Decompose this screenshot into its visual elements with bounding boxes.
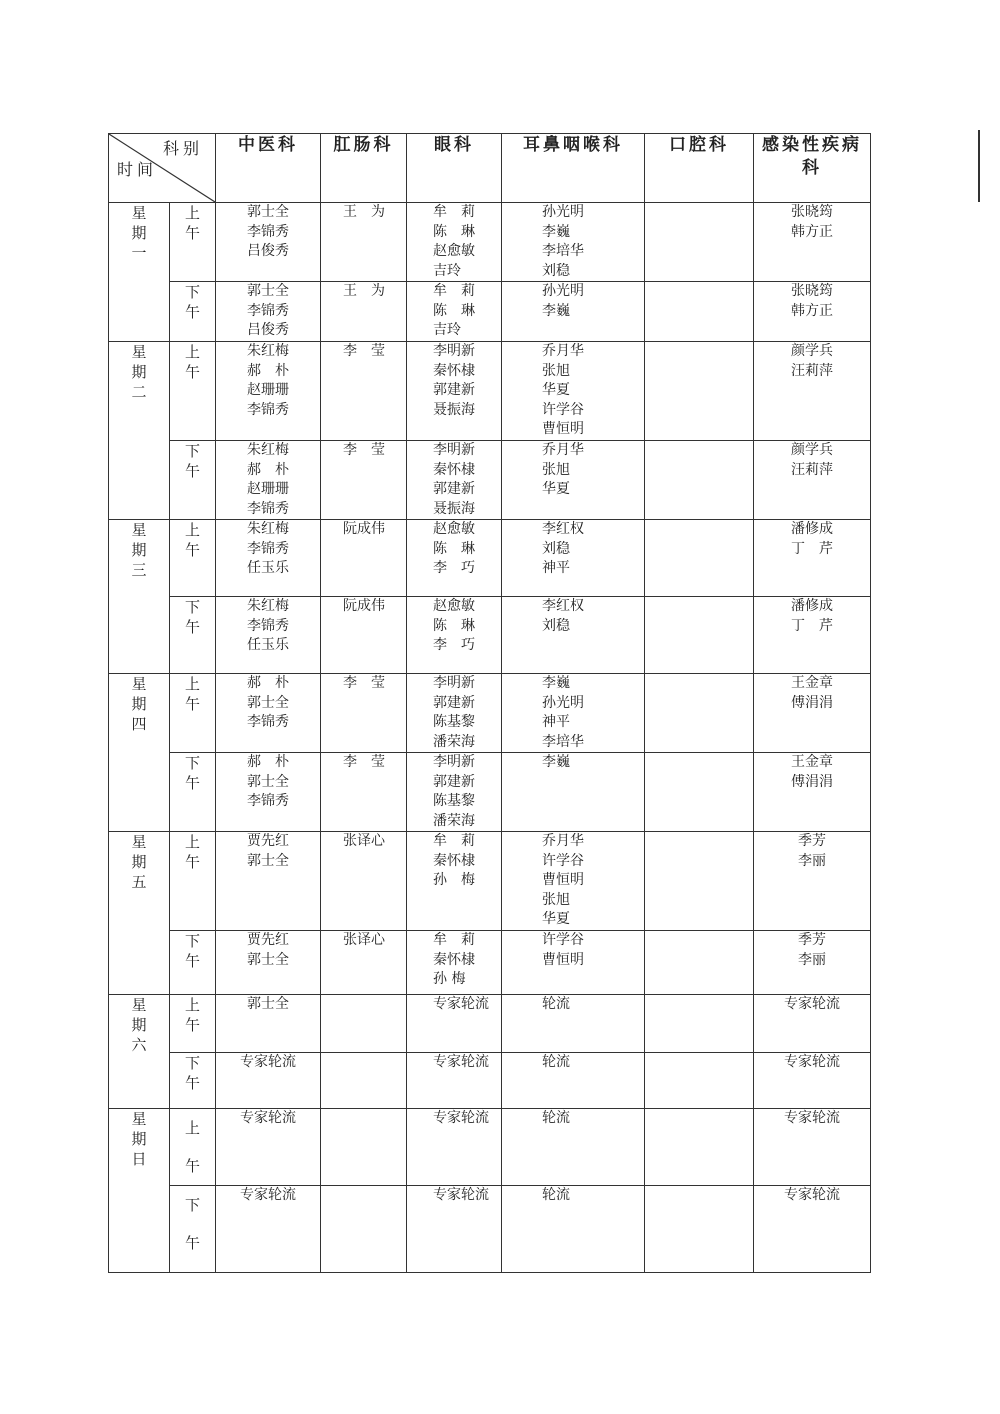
doctor-name: 秦怀棣 bbox=[433, 362, 475, 379]
doctor-name: 赵珊珊 bbox=[247, 481, 289, 497]
doctor-name: 专家轮流 bbox=[240, 1054, 296, 1070]
doctor-name: 华夏 bbox=[542, 481, 570, 497]
cell-infectious-disease bbox=[754, 753, 871, 832]
doctor-name: 赵珊珊 bbox=[247, 382, 289, 398]
doctor-name: 傅涓涓 bbox=[791, 773, 833, 790]
doctor-name: 赵愈敏 bbox=[433, 521, 475, 537]
doctor-name: 季芳 bbox=[798, 932, 826, 948]
doctor-name: 张旭 bbox=[542, 362, 570, 379]
doctor-name: 郝 朴 bbox=[247, 461, 289, 478]
doctor-name: 郭士全 bbox=[247, 694, 289, 711]
schedule-row bbox=[109, 753, 871, 832]
cell-tcm bbox=[216, 995, 321, 1053]
cell-tcm bbox=[216, 832, 321, 931]
doctor-name: 轮流 bbox=[542, 1110, 570, 1126]
cell-infectious-disease bbox=[754, 674, 871, 753]
period-label-cell bbox=[170, 753, 216, 832]
doctor-name: 朱红梅 bbox=[247, 521, 289, 537]
day-label-cell bbox=[109, 674, 170, 832]
doctor-name: 李丽 bbox=[798, 951, 826, 968]
period-label-cell bbox=[170, 1053, 216, 1109]
period-label: 下午 bbox=[185, 598, 201, 636]
doctor-name: 张译心 bbox=[343, 833, 385, 849]
cell-infectious-disease bbox=[754, 1053, 871, 1109]
doctor-name: 张晓筠 bbox=[791, 283, 833, 299]
doctor-name: 郭士全 bbox=[247, 852, 289, 869]
day-label-cell bbox=[109, 520, 170, 674]
cell-anorectal bbox=[321, 342, 407, 441]
cell-infectious-disease bbox=[754, 1186, 871, 1273]
cell-tcm bbox=[216, 520, 321, 597]
cell-stomatology bbox=[645, 441, 754, 520]
doctor-name: 郭士全 bbox=[247, 996, 289, 1012]
period-label: 下午 bbox=[185, 1196, 201, 1252]
cell-ophthalmology bbox=[407, 441, 502, 520]
cell-tcm bbox=[216, 674, 321, 753]
doctor-name: 陈基黎 bbox=[433, 714, 475, 730]
doctor-name: 牟 莉 bbox=[433, 932, 475, 948]
doctor-name: 神平 bbox=[542, 560, 570, 576]
doctor-name: 李巍 bbox=[542, 754, 570, 770]
cell-ophthalmology bbox=[407, 597, 502, 674]
doctor-name: 秦怀棣 bbox=[433, 951, 475, 968]
schedule-row bbox=[109, 995, 871, 1053]
period-label-cell bbox=[170, 931, 216, 995]
doctor-name: 李锦秀 bbox=[247, 793, 289, 809]
header-tcm: 中医科 bbox=[216, 134, 321, 203]
day-label-cell bbox=[109, 995, 170, 1109]
doctor-name: 李 巧 bbox=[433, 560, 475, 576]
cell-ophthalmology bbox=[407, 520, 502, 597]
doctor-name: 李明新 bbox=[433, 343, 475, 359]
doctor-name: 郭士全 bbox=[247, 204, 289, 220]
period-label: 上午 bbox=[185, 1119, 201, 1175]
doctor-name: 李 莹 bbox=[343, 675, 385, 691]
cell-anorectal bbox=[321, 832, 407, 931]
doctor-name: 吉玲 bbox=[433, 322, 461, 338]
cell-anorectal bbox=[321, 203, 407, 282]
cell-stomatology bbox=[645, 832, 754, 931]
doctor-name: 王金章 bbox=[791, 675, 833, 691]
header-anorectal: 肛肠科 bbox=[321, 134, 407, 203]
period-label-cell bbox=[170, 203, 216, 282]
day-label: 星期六 bbox=[131, 996, 147, 1054]
corner-label-time: 时间 bbox=[117, 160, 158, 179]
period-label-cell bbox=[170, 282, 216, 342]
doctor-name: 曹恒明 bbox=[542, 421, 584, 437]
cell-stomatology bbox=[645, 342, 754, 441]
doctor-name: 专家轮流 bbox=[784, 1187, 840, 1203]
cell-stomatology bbox=[645, 674, 754, 753]
period-label: 上午 bbox=[185, 833, 201, 871]
doctor-name: 陈 琳 bbox=[433, 302, 475, 319]
period-label: 上午 bbox=[185, 996, 201, 1034]
doctor-name: 郭士全 bbox=[247, 951, 289, 968]
cell-ent bbox=[502, 441, 645, 520]
cell-anorectal bbox=[321, 597, 407, 674]
doctor-name: 季芳 bbox=[798, 833, 826, 849]
doctor-name: 聂振海 bbox=[433, 401, 475, 418]
doctor-name: 孙光明 bbox=[542, 204, 584, 220]
doctor-name: 陈 琳 bbox=[433, 223, 475, 240]
day-label: 星期五 bbox=[131, 833, 147, 891]
period-label-cell bbox=[170, 674, 216, 753]
schedule-row bbox=[109, 832, 871, 931]
doctor-name: 李锦秀 bbox=[247, 223, 289, 240]
day-label: 星期二 bbox=[131, 343, 147, 401]
cell-ophthalmology bbox=[407, 342, 502, 441]
doctor-name: 李 莹 bbox=[343, 754, 385, 770]
doctor-name: 孙光明 bbox=[542, 694, 584, 711]
header-ent: 耳鼻咽喉科 bbox=[502, 134, 645, 203]
doctor-name: 李丽 bbox=[798, 852, 826, 869]
doctor-name: 专家轮流 bbox=[784, 996, 840, 1012]
doctor-name: 华夏 bbox=[542, 911, 570, 927]
doctor-name: 牟 莉 bbox=[433, 283, 475, 299]
doctor-name: 郝 朴 bbox=[247, 675, 289, 691]
cell-ophthalmology bbox=[407, 674, 502, 753]
doctor-name: 专家轮流 bbox=[433, 1110, 489, 1126]
cell-anorectal bbox=[321, 520, 407, 597]
cell-tcm bbox=[216, 441, 321, 520]
doctor-name: 张晓筠 bbox=[791, 204, 833, 220]
schedule-row bbox=[109, 1109, 871, 1186]
cell-infectious-disease bbox=[754, 342, 871, 441]
cell-anorectal bbox=[321, 674, 407, 753]
doctor-name: 秦怀棣 bbox=[433, 461, 475, 478]
cell-infectious-disease bbox=[754, 995, 871, 1053]
doctor-name: 李明新 bbox=[433, 675, 475, 691]
doctor-name: 专家轮流 bbox=[433, 996, 489, 1012]
cell-tcm bbox=[216, 753, 321, 832]
period-label: 下午 bbox=[185, 932, 201, 970]
cell-stomatology bbox=[645, 995, 754, 1053]
cell-ent bbox=[502, 342, 645, 441]
day-label: 星期四 bbox=[131, 675, 147, 733]
doctor-name: 汪莉萍 bbox=[791, 461, 833, 478]
doctor-name: 王 为 bbox=[343, 204, 385, 220]
doctor-name: 郝 朴 bbox=[247, 362, 289, 379]
doctor-name: 任玉乐 bbox=[247, 637, 289, 653]
doctor-name: 李 巧 bbox=[433, 637, 475, 653]
doctor-name: 吕俊秀 bbox=[247, 322, 289, 338]
doctor-name: 李培华 bbox=[542, 243, 584, 259]
cell-anorectal bbox=[321, 282, 407, 342]
cell-ophthalmology bbox=[407, 832, 502, 931]
doctor-name: 李锦秀 bbox=[247, 617, 289, 634]
cell-ophthalmology bbox=[407, 931, 502, 995]
doctor-name: 潘荣海 bbox=[433, 733, 475, 750]
schedule-row bbox=[109, 282, 871, 342]
day-label: 星期日 bbox=[131, 1110, 147, 1168]
doctor-name: 张译心 bbox=[343, 932, 385, 948]
cell-stomatology bbox=[645, 1053, 754, 1109]
doctor-name: 李 莹 bbox=[343, 442, 385, 458]
schedule-row bbox=[109, 597, 871, 674]
cell-ophthalmology bbox=[407, 1109, 502, 1186]
doctor-name: 陈基黎 bbox=[433, 793, 475, 809]
doctor-name: 张旭 bbox=[542, 461, 570, 478]
doctor-name: 李锦秀 bbox=[247, 500, 289, 517]
period-label-cell bbox=[170, 520, 216, 597]
cell-anorectal bbox=[321, 753, 407, 832]
cell-tcm bbox=[216, 1053, 321, 1109]
cell-stomatology bbox=[645, 753, 754, 832]
period-label: 上午 bbox=[185, 675, 201, 713]
doctor-name: 刘稳 bbox=[542, 262, 570, 279]
schedule-row bbox=[109, 520, 871, 597]
cell-infectious-disease bbox=[754, 1109, 871, 1186]
doctor-name: 专家轮流 bbox=[784, 1054, 840, 1070]
cell-anorectal bbox=[321, 995, 407, 1053]
cell-stomatology bbox=[645, 520, 754, 597]
cell-tcm bbox=[216, 342, 321, 441]
period-label: 上午 bbox=[185, 521, 201, 559]
cell-anorectal bbox=[321, 931, 407, 995]
page-edge-mark bbox=[978, 130, 980, 202]
cell-ent bbox=[502, 282, 645, 342]
header-stomatology: 口腔科 bbox=[645, 134, 754, 203]
period-label-cell bbox=[170, 342, 216, 441]
doctor-name: 陈 琳 bbox=[433, 617, 475, 634]
cell-stomatology bbox=[645, 931, 754, 995]
doctor-name: 任玉乐 bbox=[247, 560, 289, 576]
doctor-name: 郭士全 bbox=[247, 773, 289, 790]
doctor-name: 阮成伟 bbox=[343, 521, 385, 537]
doctor-name: 潘修成 bbox=[791, 598, 833, 614]
schedule-row bbox=[109, 203, 871, 282]
doctor-name: 朱红梅 bbox=[247, 598, 289, 614]
doctor-name: 阮成伟 bbox=[343, 598, 385, 614]
doctor-name: 李巍 bbox=[542, 675, 570, 691]
cell-tcm bbox=[216, 1109, 321, 1186]
doctor-name: 汪莉萍 bbox=[791, 362, 833, 379]
doctor-name: 李锦秀 bbox=[247, 401, 289, 418]
cell-ent bbox=[502, 931, 645, 995]
cell-infectious-disease bbox=[754, 597, 871, 674]
period-label-cell bbox=[170, 597, 216, 674]
period-label: 下午 bbox=[185, 442, 201, 480]
doctor-name: 张旭 bbox=[542, 891, 570, 908]
doctor-name: 专家轮流 bbox=[433, 1054, 489, 1070]
cell-infectious-disease bbox=[754, 931, 871, 995]
cell-ophthalmology bbox=[407, 753, 502, 832]
cell-tcm bbox=[216, 931, 321, 995]
doctor-name: 轮流 bbox=[542, 1054, 570, 1070]
schedule-row bbox=[109, 931, 871, 995]
doctor-name: 吕俊秀 bbox=[247, 243, 289, 259]
cell-ophthalmology bbox=[407, 995, 502, 1053]
period-label-cell bbox=[170, 995, 216, 1053]
cell-ent bbox=[502, 1186, 645, 1273]
cell-ent bbox=[502, 753, 645, 832]
doctor-name: 王 为 bbox=[343, 283, 385, 299]
period-label: 下午 bbox=[185, 283, 201, 321]
doctor-name: 韩方正 bbox=[791, 302, 833, 319]
doctor-name: 刘稳 bbox=[542, 617, 570, 634]
period-label: 上午 bbox=[185, 204, 201, 242]
cell-ent bbox=[502, 674, 645, 753]
period-label: 下午 bbox=[185, 754, 201, 792]
schedule-row bbox=[109, 1186, 871, 1273]
cell-ent bbox=[502, 597, 645, 674]
cell-ophthalmology bbox=[407, 1186, 502, 1273]
doctor-name: 孙光明 bbox=[542, 283, 584, 299]
cell-ent bbox=[502, 203, 645, 282]
schedule-row bbox=[109, 1053, 871, 1109]
cell-ent bbox=[502, 1109, 645, 1186]
doctor-name: 李巍 bbox=[542, 302, 570, 319]
cell-anorectal bbox=[321, 1109, 407, 1186]
doctor-name: 赵愈敏 bbox=[433, 598, 475, 614]
day-label-cell bbox=[109, 203, 170, 342]
cell-infectious-disease bbox=[754, 520, 871, 597]
doctor-name: 颜学兵 bbox=[791, 343, 833, 359]
doctor-name: 潘修成 bbox=[791, 521, 833, 537]
cell-stomatology bbox=[645, 1186, 754, 1273]
cell-tcm bbox=[216, 282, 321, 342]
clinic-schedule-table bbox=[108, 133, 871, 1273]
doctor-name: 孙 梅 bbox=[433, 872, 475, 888]
cell-ent bbox=[502, 520, 645, 597]
cell-infectious-disease bbox=[754, 203, 871, 282]
schedule-body bbox=[109, 203, 871, 1273]
doctor-name: 李 莹 bbox=[343, 343, 385, 359]
doctor-name: 专家轮流 bbox=[433, 1187, 489, 1203]
doctor-name: 曹恒明 bbox=[542, 951, 584, 968]
doctor-name: 郝 朴 bbox=[247, 754, 289, 770]
cell-ent bbox=[502, 1053, 645, 1109]
doctor-name: 王金章 bbox=[791, 754, 833, 770]
cell-ophthalmology bbox=[407, 203, 502, 282]
doctor-name: 郭建新 bbox=[433, 773, 475, 790]
schedule-row bbox=[109, 441, 871, 520]
day-label: 星期三 bbox=[131, 521, 147, 579]
period-label: 上午 bbox=[185, 343, 201, 381]
doctor-name: 乔月华 bbox=[542, 343, 584, 359]
cell-anorectal bbox=[321, 441, 407, 520]
doctor-name: 许学谷 bbox=[542, 932, 584, 948]
doctor-name: 韩方正 bbox=[791, 223, 833, 240]
doctor-name: 李红权 bbox=[542, 521, 584, 537]
cell-tcm bbox=[216, 203, 321, 282]
doctor-name: 贾先红 bbox=[247, 833, 289, 849]
doctor-name: 李明新 bbox=[433, 754, 475, 770]
day-label-cell bbox=[109, 342, 170, 520]
cell-anorectal bbox=[321, 1053, 407, 1109]
doctor-name: 赵愈敏 bbox=[433, 243, 475, 259]
cell-infectious-disease bbox=[754, 282, 871, 342]
doctor-name: 潘荣海 bbox=[433, 812, 475, 829]
doctor-name: 乔月华 bbox=[542, 833, 584, 849]
doctor-name: 李锦秀 bbox=[247, 714, 289, 730]
doctor-name: 许学谷 bbox=[542, 852, 584, 869]
corner-label-department: 科别 bbox=[162, 139, 203, 158]
period-label-cell bbox=[170, 1109, 216, 1186]
doctor-name: 刘稳 bbox=[542, 540, 570, 557]
doctor-name: 朱红梅 bbox=[247, 442, 289, 458]
doctor-name: 李巍 bbox=[542, 223, 570, 240]
cell-ophthalmology bbox=[407, 1053, 502, 1109]
doctor-name: 李红权 bbox=[542, 598, 584, 614]
doctor-name: 丁 芹 bbox=[791, 540, 833, 557]
doctor-name: 轮流 bbox=[542, 1187, 570, 1203]
doctor-name: 贾先红 bbox=[247, 932, 289, 948]
cell-stomatology bbox=[645, 203, 754, 282]
doctor-name: 牟 莉 bbox=[433, 204, 475, 220]
doctor-name: 李明新 bbox=[433, 442, 475, 458]
doctor-name: 轮流 bbox=[542, 996, 570, 1012]
doctor-name: 专家轮流 bbox=[784, 1110, 840, 1126]
cell-ophthalmology bbox=[407, 282, 502, 342]
cell-anorectal bbox=[321, 1186, 407, 1273]
schedule-row bbox=[109, 342, 871, 441]
doctor-name: 傅涓涓 bbox=[791, 694, 833, 711]
header-infectious-disease: 感染性疾病科 bbox=[754, 134, 871, 203]
schedule-row bbox=[109, 674, 871, 753]
doctor-name: 专家轮流 bbox=[240, 1187, 296, 1203]
doctor-name: 神平 bbox=[542, 714, 570, 730]
doctor-name: 许学谷 bbox=[542, 401, 584, 418]
header-row bbox=[109, 134, 871, 203]
doctor-name: 曹恒明 bbox=[542, 872, 584, 888]
cell-tcm bbox=[216, 1186, 321, 1273]
doctor-name: 李锦秀 bbox=[247, 302, 289, 319]
doctor-name: 李锦秀 bbox=[247, 540, 289, 557]
period-label: 下午 bbox=[185, 1054, 201, 1092]
doctor-name: 朱红梅 bbox=[247, 343, 289, 359]
day-label-cell bbox=[109, 1109, 170, 1273]
cell-ent bbox=[502, 832, 645, 931]
cell-infectious-disease bbox=[754, 832, 871, 931]
doctor-name: 颜学兵 bbox=[791, 442, 833, 458]
doctor-name: 丁 芹 bbox=[791, 617, 833, 634]
doctor-name: 郭建新 bbox=[433, 694, 475, 711]
doctor-name: 聂振海 bbox=[433, 500, 475, 517]
doctor-name: 李培华 bbox=[542, 733, 584, 750]
day-label: 星期一 bbox=[131, 204, 147, 262]
cell-stomatology bbox=[645, 282, 754, 342]
cell-stomatology bbox=[645, 1109, 754, 1186]
period-label-cell bbox=[170, 1186, 216, 1273]
doctor-name: 孙 梅 bbox=[433, 971, 466, 987]
cell-stomatology bbox=[645, 597, 754, 674]
period-label-cell bbox=[170, 441, 216, 520]
doctor-name: 吉玲 bbox=[433, 262, 461, 279]
doctor-name: 郭建新 bbox=[433, 481, 475, 497]
day-label-cell bbox=[109, 832, 170, 995]
doctor-name: 陈 琳 bbox=[433, 540, 475, 557]
doctor-name: 华夏 bbox=[542, 382, 570, 398]
doctor-name: 郭士全 bbox=[247, 283, 289, 299]
doctor-name: 秦怀棣 bbox=[433, 852, 475, 869]
cell-tcm bbox=[216, 597, 321, 674]
header-ophthalmology: 眼科 bbox=[407, 134, 502, 203]
doctor-name: 牟 莉 bbox=[433, 833, 475, 849]
cell-ent bbox=[502, 995, 645, 1053]
doctor-name: 乔月华 bbox=[542, 442, 584, 458]
period-label-cell bbox=[170, 832, 216, 931]
doctor-name: 专家轮流 bbox=[240, 1110, 296, 1126]
cell-infectious-disease bbox=[754, 441, 871, 520]
doctor-name: 郭建新 bbox=[433, 382, 475, 398]
corner-header-cell bbox=[109, 134, 216, 203]
